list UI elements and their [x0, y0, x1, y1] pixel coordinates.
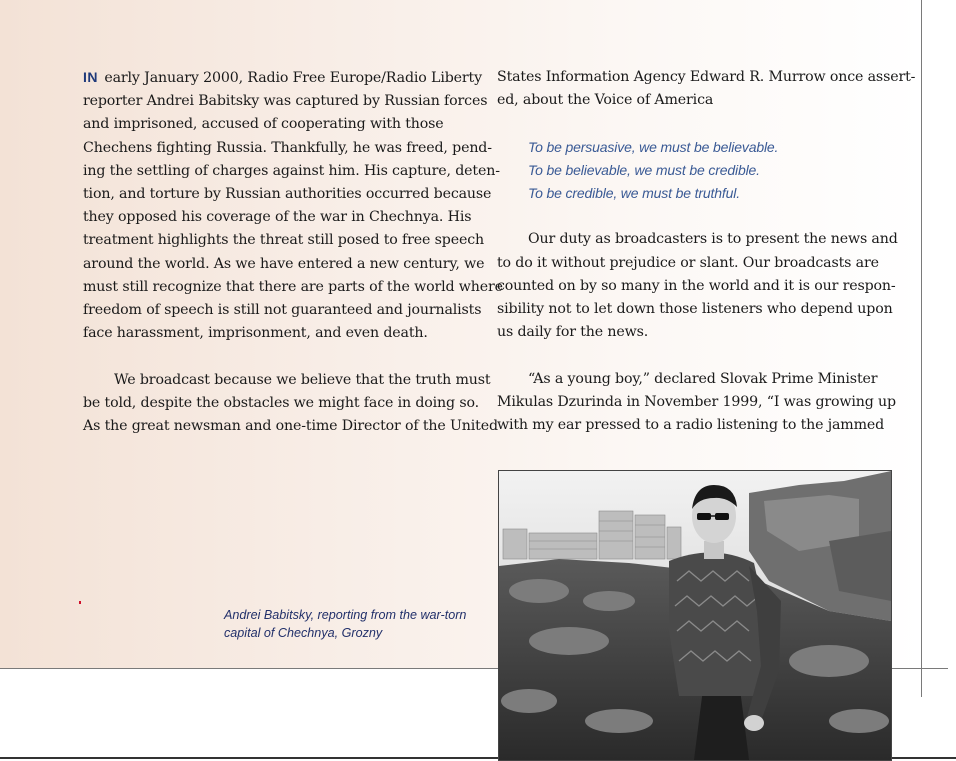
- paragraph-line: We broadcast because we believe that the truth must: [114, 371, 491, 388]
- paragraph-line: to do it without prejudice or slant. Our broadcasts are: [497, 254, 879, 271]
- paragraph-gap: [83, 345, 503, 368]
- paragraph-line: ed, about the Voice of America: [497, 92, 714, 109]
- paragraph-line: States Information Agency Edward R. Murrow once assert-: [497, 69, 916, 85]
- vertical-divider: [921, 0, 922, 697]
- paragraph-line: Our duty as broadcasters is to present the news and: [528, 231, 898, 248]
- accent-dot: [79, 601, 81, 604]
- quote-line: To be believable, we must be credible.: [528, 161, 760, 178]
- paragraph-line: “As a young boy,” declared Slovak Prime Minister: [528, 370, 878, 387]
- right-column: [497, 66, 915, 437]
- paragraph-line: must still recognize that there are parts of the world where: [83, 278, 503, 295]
- paragraph-line: freedom of speech is still not guaranteed and journalists: [83, 302, 482, 319]
- paragraph-line: Chechens fighting Russia. Thankfully, he was freed, pend-: [83, 139, 492, 156]
- caption-line: capital of Chechnya, Grozny: [224, 626, 383, 640]
- paragraph-line: sibility not to let down those listeners who depend upon: [497, 301, 893, 317]
- paragraph-line: they opposed his coverage of the war in Chechnya. His: [83, 209, 472, 226]
- left-column: [83, 66, 503, 438]
- photo-image: [499, 471, 891, 760]
- paragraph-line: treatment highlights the threat still posed to free speech: [83, 232, 484, 249]
- paragraph-line: face harassment, imprisonment, and even death.: [83, 325, 428, 342]
- reporter-photo: [498, 470, 892, 761]
- paragraph-line: and imprisoned, accused of cooperating with those: [83, 116, 444, 133]
- paragraph-line: counted on by so many in the world and it is our respon-: [497, 277, 896, 294]
- quote-line: To be credible, we must be truthful.: [528, 185, 740, 201]
- paragraph-gap: [497, 112, 915, 135]
- paragraph-line: us daily for the news.: [497, 324, 649, 341]
- drop-cap: IN: [83, 69, 98, 85]
- quote-line: To be persuasive, we must be believable.: [528, 138, 779, 155]
- paragraph-line: Mikulas Dzurinda in November 1999, “I was growing up: [497, 393, 896, 410]
- photo-caption: [224, 606, 466, 642]
- paragraph-line: around the world. As we have entered a new century, we: [83, 255, 485, 272]
- paragraph-line: tion, and torture by Russian authorities occurred because: [83, 186, 492, 203]
- paragraph-line: IN early January 2000, Radio Free Europe/Radio Liberty: [83, 69, 482, 86]
- caption-line: Andrei Babitsky, reporting from the war-torn: [224, 608, 467, 622]
- paragraph-line: be told, despite the obstacles we might face in doing so.: [83, 394, 479, 411]
- paragraph-gap: [497, 205, 915, 228]
- paragraph-line: ing the settling of charges against him. His capture, deten-: [83, 162, 500, 179]
- paragraph-gap: [497, 344, 915, 367]
- paragraph-line: As the great newsman and one-time Director of the United: [83, 418, 498, 435]
- paragraph-line: with my ear pressed to a radio listening to the jammed: [497, 417, 885, 433]
- paragraph-line: reporter Andrei Babitsky was captured by Russian forces: [83, 93, 488, 110]
